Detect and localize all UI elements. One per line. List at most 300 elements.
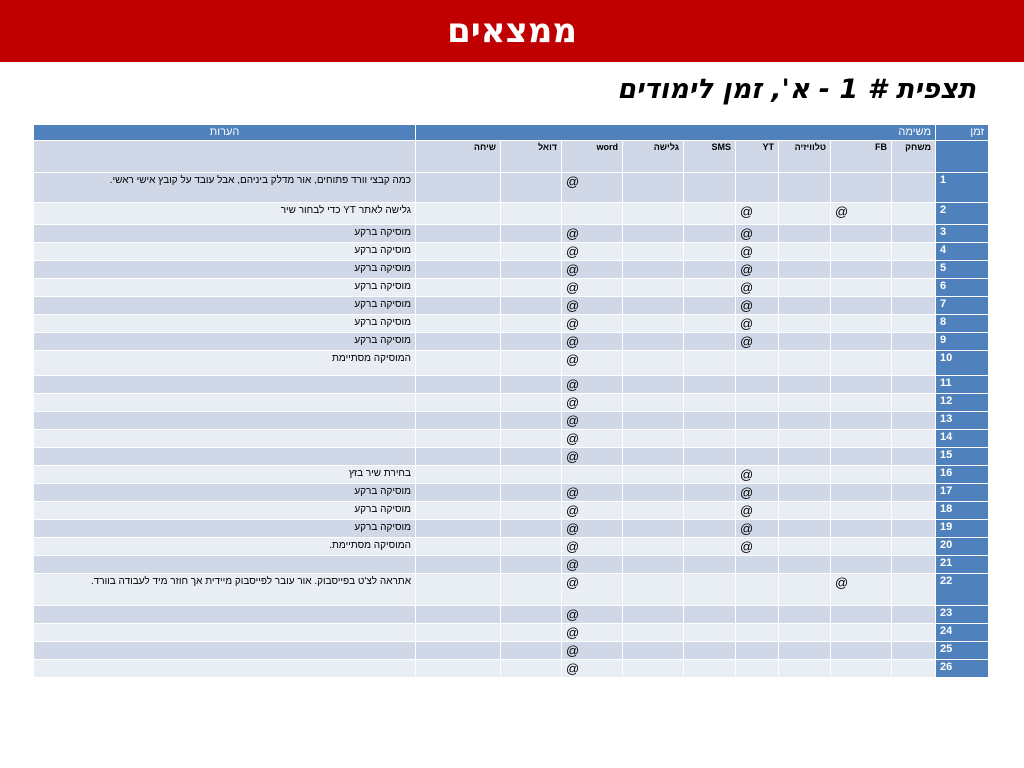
cell-game (892, 484, 936, 502)
cell-fb (831, 466, 892, 484)
cell-yt: @ (736, 502, 779, 520)
cell-word: @ (562, 520, 623, 538)
cell-yt (736, 448, 779, 466)
cell-browsing (623, 412, 684, 430)
cell-browsing (623, 538, 684, 556)
table-row (34, 173, 989, 203)
table-row (34, 538, 989, 556)
cell-sms (684, 556, 736, 574)
cell-browsing (623, 243, 684, 261)
cell-email (501, 203, 562, 225)
cell-browsing (623, 660, 684, 678)
cell-tv (779, 351, 831, 376)
cell-call (416, 466, 501, 484)
cell-email (501, 538, 562, 556)
row-note: המוסיקה מסתיימת (34, 351, 416, 376)
cell-fb (831, 430, 892, 448)
header-task: משימה (416, 125, 936, 141)
cell-tv (779, 502, 831, 520)
cell-sms (684, 448, 736, 466)
cell-game (892, 660, 936, 678)
cell-email (501, 574, 562, 606)
cell-word: @ (562, 642, 623, 660)
cell-tv (779, 333, 831, 351)
cell-tv (779, 538, 831, 556)
cell-word: @ (562, 225, 623, 243)
table-row (34, 574, 989, 606)
table-row (34, 430, 989, 448)
cell-email (501, 556, 562, 574)
observation-table (33, 124, 989, 678)
row-number: 26 (936, 660, 989, 678)
row-note (34, 448, 416, 466)
cell-game (892, 225, 936, 243)
row-note (34, 606, 416, 624)
cell-yt: @ (736, 315, 779, 333)
cell-email (501, 484, 562, 502)
cell-browsing (623, 466, 684, 484)
col-header-notes-blank (34, 141, 416, 173)
cell-tv (779, 412, 831, 430)
row-number: 19 (936, 520, 989, 538)
cell-yt (736, 412, 779, 430)
cell-yt: @ (736, 538, 779, 556)
cell-tv (779, 484, 831, 502)
row-number: 20 (936, 538, 989, 556)
cell-sms (684, 376, 736, 394)
row-note (34, 430, 416, 448)
row-note (34, 394, 416, 412)
row-number: 1 (936, 173, 989, 203)
cell-call (416, 520, 501, 538)
row-number: 11 (936, 376, 989, 394)
cell-fb (831, 412, 892, 430)
slide-title: ממצאים (447, 11, 577, 51)
cell-tv (779, 574, 831, 606)
cell-browsing (623, 376, 684, 394)
cell-tv (779, 173, 831, 203)
cell-call (416, 394, 501, 412)
cell-word: @ (562, 351, 623, 376)
table-row (34, 448, 989, 466)
cell-browsing (623, 556, 684, 574)
cell-tv (779, 448, 831, 466)
row-note (34, 412, 416, 430)
cell-word: @ (562, 502, 623, 520)
cell-fb: @ (831, 203, 892, 225)
cell-call (416, 376, 501, 394)
row-note: גלישה לאתר YT כדי לבחור שיר (34, 203, 416, 225)
cell-fb (831, 502, 892, 520)
cell-tv (779, 376, 831, 394)
cell-game (892, 448, 936, 466)
cell-call (416, 574, 501, 606)
cell-call (416, 351, 501, 376)
col-header-game: משחק (892, 141, 936, 173)
cell-tv (779, 556, 831, 574)
cell-tv (779, 261, 831, 279)
row-number: 15 (936, 448, 989, 466)
cell-email (501, 412, 562, 430)
col-header-sms: SMS (684, 141, 736, 173)
cell-fb (831, 333, 892, 351)
table-row (34, 606, 989, 624)
cell-tv (779, 279, 831, 297)
cell-call (416, 430, 501, 448)
table-row (34, 466, 989, 484)
cell-email (501, 520, 562, 538)
cell-fb (831, 297, 892, 315)
table-row (34, 624, 989, 642)
cell-sms (684, 520, 736, 538)
cell-word: @ (562, 556, 623, 574)
cell-sms (684, 412, 736, 430)
cell-fb (831, 351, 892, 376)
table-row (34, 315, 989, 333)
cell-browsing (623, 520, 684, 538)
cell-word: @ (562, 297, 623, 315)
cell-fb (831, 556, 892, 574)
cell-word (562, 466, 623, 484)
cell-word: @ (562, 660, 623, 678)
cell-call (416, 606, 501, 624)
row-number: 14 (936, 430, 989, 448)
table-row (34, 502, 989, 520)
cell-call (416, 279, 501, 297)
cell-word: @ (562, 484, 623, 502)
cell-browsing (623, 173, 684, 203)
col-header-word: word (562, 141, 623, 173)
cell-sms (684, 624, 736, 642)
row-note: מוסיקה ברקע (34, 333, 416, 351)
cell-browsing (623, 203, 684, 225)
cell-email (501, 297, 562, 315)
cell-word: @ (562, 430, 623, 448)
cell-game (892, 642, 936, 660)
cell-game (892, 333, 936, 351)
cell-sms (684, 225, 736, 243)
cell-browsing (623, 297, 684, 315)
cell-game (892, 466, 936, 484)
cell-sms (684, 660, 736, 678)
cell-fb (831, 606, 892, 624)
table-row (34, 297, 989, 315)
cell-sms (684, 642, 736, 660)
row-number: 13 (936, 412, 989, 430)
cell-word: @ (562, 624, 623, 642)
cell-word: @ (562, 606, 623, 624)
row-note (34, 556, 416, 574)
row-number: 6 (936, 279, 989, 297)
cell-email (501, 430, 562, 448)
cell-yt (736, 173, 779, 203)
cell-sms (684, 333, 736, 351)
cell-tv (779, 315, 831, 333)
row-note (34, 660, 416, 678)
row-number: 5 (936, 261, 989, 279)
row-note: מוסיקה ברקע (34, 297, 416, 315)
cell-yt: @ (736, 333, 779, 351)
row-number: 21 (936, 556, 989, 574)
cell-tv (779, 225, 831, 243)
cell-email (501, 173, 562, 203)
cell-sms (684, 606, 736, 624)
subheader-row (34, 141, 989, 173)
row-number: 10 (936, 351, 989, 376)
cell-yt: @ (736, 279, 779, 297)
row-number: 9 (936, 333, 989, 351)
cell-fb (831, 279, 892, 297)
cell-email (501, 279, 562, 297)
cell-browsing (623, 642, 684, 660)
cell-game (892, 243, 936, 261)
cell-game (892, 297, 936, 315)
cell-email (501, 606, 562, 624)
cell-call (416, 484, 501, 502)
row-note: מוסיקה ברקע (34, 315, 416, 333)
cell-fb (831, 484, 892, 502)
row-number: 4 (936, 243, 989, 261)
cell-call (416, 556, 501, 574)
row-note: אתראה לצ'ט בפייסבוק. אור עובר לפייסבוק מיידית אך חוזר מיד לעבודה בוורד. (34, 574, 416, 606)
cell-word: @ (562, 412, 623, 430)
cell-yt: @ (736, 203, 779, 225)
table-row (34, 642, 989, 660)
cell-call (416, 333, 501, 351)
cell-call (416, 225, 501, 243)
table-row (34, 520, 989, 538)
cell-sms (684, 297, 736, 315)
cell-email (501, 448, 562, 466)
cell-sms (684, 203, 736, 225)
cell-word: @ (562, 333, 623, 351)
cell-fb (831, 225, 892, 243)
table-row (34, 556, 989, 574)
cell-tv (779, 297, 831, 315)
cell-tv (779, 243, 831, 261)
row-number: 12 (936, 394, 989, 412)
cell-game (892, 376, 936, 394)
cell-browsing (623, 225, 684, 243)
cell-yt: @ (736, 261, 779, 279)
cell-yt: @ (736, 297, 779, 315)
cell-call (416, 538, 501, 556)
col-header-fb: FB (831, 141, 892, 173)
row-number: 17 (936, 484, 989, 502)
cell-call (416, 624, 501, 642)
table-row (34, 261, 989, 279)
cell-browsing (623, 261, 684, 279)
cell-sms (684, 261, 736, 279)
row-note: מוסיקה ברקע (34, 484, 416, 502)
cell-fb (831, 261, 892, 279)
row-note: מוסיקה ברקע (34, 279, 416, 297)
cell-email (501, 376, 562, 394)
cell-yt: @ (736, 484, 779, 502)
cell-browsing (623, 448, 684, 466)
col-header-call: שיחה (416, 141, 501, 173)
cell-browsing (623, 502, 684, 520)
cell-call (416, 243, 501, 261)
cell-browsing (623, 606, 684, 624)
cell-game (892, 351, 936, 376)
row-note: בחירת שיר בזץ (34, 466, 416, 484)
cell-tv (779, 642, 831, 660)
row-note: מוסיקה ברקע (34, 261, 416, 279)
row-note: כמה קבצי וורד פתוחים, אור מדלק ביניהם, אבל עובד על קובץ אישי ראשי. (34, 173, 416, 203)
cell-call (416, 297, 501, 315)
cell-game (892, 574, 936, 606)
cell-email (501, 466, 562, 484)
header-time: זמן (936, 125, 989, 141)
table-row (34, 243, 989, 261)
row-note: מוסיקה ברקע (34, 225, 416, 243)
cell-word: @ (562, 261, 623, 279)
table-row (34, 484, 989, 502)
col-header-browsing: גלישה (623, 141, 684, 173)
table-row (34, 394, 989, 412)
cell-browsing (623, 484, 684, 502)
cell-yt (736, 624, 779, 642)
cell-yt (736, 351, 779, 376)
cell-sms (684, 538, 736, 556)
cell-yt (736, 574, 779, 606)
col-header-yt: YT (736, 141, 779, 173)
cell-email (501, 315, 562, 333)
cell-game (892, 315, 936, 333)
cell-fb (831, 642, 892, 660)
cell-game (892, 606, 936, 624)
row-number: 23 (936, 606, 989, 624)
cell-browsing (623, 351, 684, 376)
row-number: 18 (936, 502, 989, 520)
cell-word: @ (562, 376, 623, 394)
cell-sms (684, 466, 736, 484)
header-row (34, 125, 989, 141)
row-note: מוסיקה ברקע (34, 520, 416, 538)
cell-tv (779, 660, 831, 678)
cell-game (892, 556, 936, 574)
cell-word: @ (562, 243, 623, 261)
cell-game (892, 502, 936, 520)
cell-game (892, 261, 936, 279)
table-row (34, 660, 989, 678)
cell-call (416, 173, 501, 203)
cell-yt (736, 660, 779, 678)
cell-game (892, 624, 936, 642)
cell-email (501, 642, 562, 660)
cell-game (892, 173, 936, 203)
cell-email (501, 502, 562, 520)
cell-fb (831, 660, 892, 678)
cell-fb: @ (831, 574, 892, 606)
cell-yt: @ (736, 520, 779, 538)
row-number: 24 (936, 624, 989, 642)
cell-call (416, 412, 501, 430)
cell-sms (684, 243, 736, 261)
cell-email (501, 243, 562, 261)
cell-yt (736, 376, 779, 394)
cell-call (416, 642, 501, 660)
cell-game (892, 520, 936, 538)
table-row (34, 279, 989, 297)
cell-word: @ (562, 538, 623, 556)
table-row (34, 351, 989, 376)
cell-email (501, 394, 562, 412)
cell-fb (831, 394, 892, 412)
cell-word: @ (562, 448, 623, 466)
cell-sms (684, 173, 736, 203)
cell-tv (779, 520, 831, 538)
row-note (34, 624, 416, 642)
cell-email (501, 261, 562, 279)
row-note (34, 376, 416, 394)
cell-browsing (623, 315, 684, 333)
row-number: 22 (936, 574, 989, 606)
table-row (34, 203, 989, 225)
cell-sms (684, 394, 736, 412)
cell-fb (831, 624, 892, 642)
cell-yt (736, 556, 779, 574)
cell-sms (684, 574, 736, 606)
cell-email (501, 351, 562, 376)
cell-word (562, 203, 623, 225)
cell-browsing (623, 574, 684, 606)
cell-sms (684, 351, 736, 376)
cell-yt: @ (736, 466, 779, 484)
cell-call (416, 660, 501, 678)
cell-call (416, 315, 501, 333)
cell-browsing (623, 279, 684, 297)
cell-fb (831, 315, 892, 333)
cell-yt (736, 606, 779, 624)
cell-word: @ (562, 279, 623, 297)
cell-browsing (623, 624, 684, 642)
row-number: 25 (936, 642, 989, 660)
cell-yt (736, 430, 779, 448)
cell-call (416, 203, 501, 225)
cell-sms (684, 430, 736, 448)
cell-fb (831, 376, 892, 394)
subheader-time-cell (936, 141, 989, 173)
cell-yt: @ (736, 243, 779, 261)
cell-tv (779, 394, 831, 412)
row-number: 2 (936, 203, 989, 225)
cell-browsing (623, 430, 684, 448)
cell-email (501, 624, 562, 642)
row-note (34, 642, 416, 660)
cell-browsing (623, 394, 684, 412)
cell-call (416, 448, 501, 466)
cell-game (892, 430, 936, 448)
cell-game (892, 538, 936, 556)
cell-sms (684, 279, 736, 297)
cell-browsing (623, 333, 684, 351)
cell-fb (831, 448, 892, 466)
table-row (34, 225, 989, 243)
cell-yt (736, 642, 779, 660)
cell-tv (779, 466, 831, 484)
cell-sms (684, 315, 736, 333)
col-header-tv: טלוויזיה (779, 141, 831, 173)
cell-word: @ (562, 173, 623, 203)
cell-call (416, 502, 501, 520)
header-notes: הערות (34, 125, 416, 141)
cell-fb (831, 538, 892, 556)
table-row (34, 333, 989, 351)
cell-word: @ (562, 315, 623, 333)
cell-tv (779, 624, 831, 642)
